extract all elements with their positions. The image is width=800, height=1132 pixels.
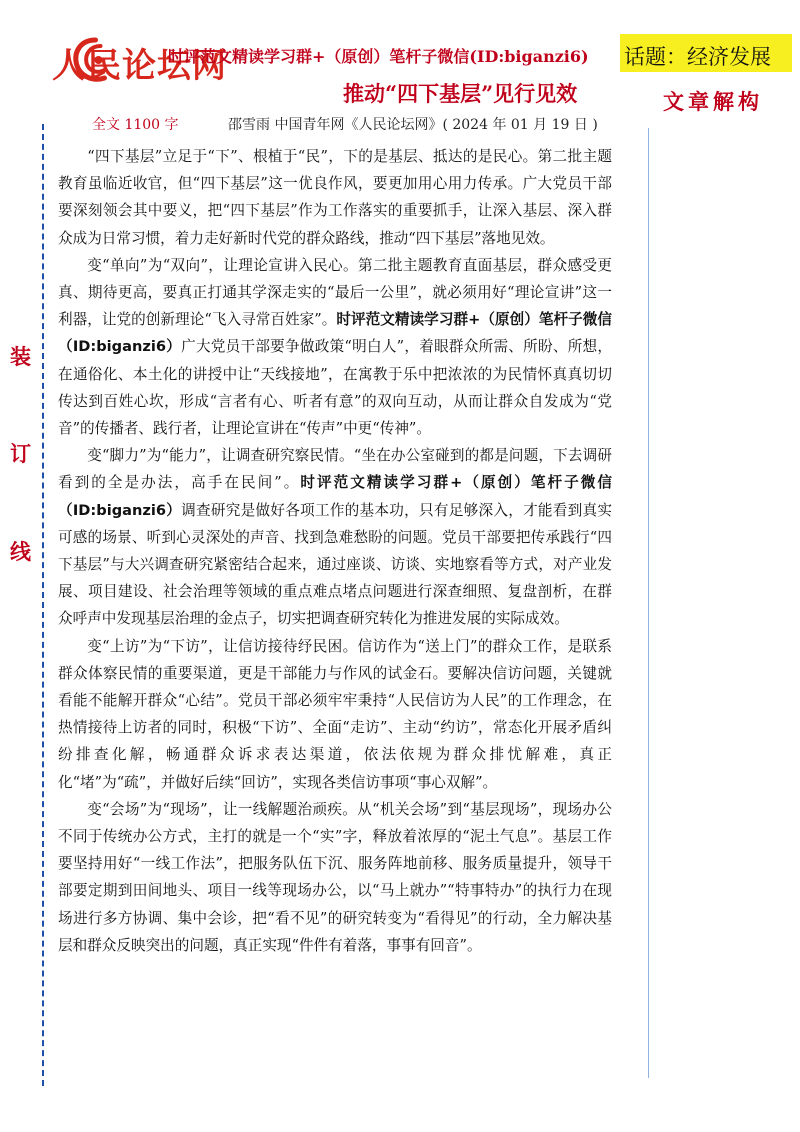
- word-count: 全文 1100 字: [92, 117, 179, 133]
- article-source: 邵雪雨 中国青年网《人民论坛网》( 2024 年 01 月 19 日 ): [228, 117, 598, 133]
- article-body: [58, 143, 612, 959]
- paragraph-text: 变“上访”为“下访”，让信访接待纾民困。信访作为“送上门”的群众工作，是联系群众体察民情的重要渠道，更是干部能力与作风的试金石。要解决信访问题，关键就看能不能解开群众“心结”。党员干部必须牢牢秉持“人民信访为人民”的工作理念，在热情接待上访者的同时，积极“下访”、全面“走访”、主动“约访”，常态化开展矛盾纠纷排查化解，畅通群众诉求表达渠道，依法依规为群众排忧解难，真正化“堵”为“疏”，并做好后续“回访”，实现各类信访事项“事心双解”。: [58, 637, 612, 791]
- promo-inline: 时评范文精读学习群+（原创）笔杆子微信（ID:biganzi6）: [58, 474, 612, 519]
- right-margin-rule: [648, 128, 649, 1078]
- promo-inline: 时评范文精读学习群+（原创）笔杆子微信（ID:biganzi6）: [58, 311, 612, 356]
- header-promo-line: 时评范文精读学习群+（原创）笔杆子微信(ID:biganzi6): [168, 47, 589, 66]
- paragraph: [58, 633, 612, 796]
- article-title: 推动“四下基层”见行见效: [343, 81, 578, 106]
- topic-label: 话题：经济发展: [624, 45, 771, 69]
- paragraph: [58, 252, 612, 442]
- binding-char: 线: [10, 539, 31, 564]
- binding-char: 装: [10, 344, 31, 369]
- paragraph-text: 广大党员干部要争做政策“明白人”，着眼群众所需、所盼、所想，在通俗化、本土化的讲授中让“天线接地”，在寓教于乐中把浓浓的为民情怀真真切切传达到百姓心坎，形成“言者有心、听者有意”的双向互动，从而让群众自发成为“党音”的传播者、践行者，让理论宣讲在“传声”中更“传神”。: [58, 338, 612, 438]
- structure-label: 文章解构: [663, 89, 763, 114]
- paragraph-text: 变“单向”为“双向”，让理论宣讲入民心。第二批主题教育直面基层，群众感受更真、期待更高，要真正打通其学深走实的“最后一公里”，就必须用好“理论宣讲”这一利器，让党的创新理论“飞入寻常百姓家”。: [58, 256, 612, 329]
- paragraph-text: “四下基层”立足于“下”、根植于“民”，下的是基层、抵达的是民心。第二批主题教育虽临近收官，但“四下基层”这一优良作风，要更加用心用力传承。广大党员干部要深刻领会其中要义，把“四下基层”作为工作落实的重要抓手，让深入基层、深入群众成为日常习惯，着力走好新时代党的群众路线，推动“四下基层”落地见效。: [58, 148, 612, 247]
- logo-text: 人民论坛网: [52, 46, 227, 86]
- paragraph-text: 变“会场”为“现场”，让一线解题治顽疾。从“机关会场”到“基层现场”，现场办公不同于传统办公方式，主打的就是一个“实”字，释放着浓厚的“泥土气息”。基层工作要坚持用好“一线工作法”，把服务队伍下沉、服务阵地前移、服务质量提升，领导干部要定期到田间地头、项目一线等现场办公，以“马上就办”“特事特办”的执行力在现场进行多方协调、集中会诊，把“看不见”的研究转变为“看得见”的行动，全力解决基层和群众反映突出的问题，真正实现“件件有着落，事事有回音”。: [58, 800, 612, 954]
- binding-char: 订: [10, 441, 31, 466]
- binding-dashed-line: [42, 124, 44, 1086]
- paragraph: [58, 796, 612, 959]
- paragraph: [58, 143, 612, 252]
- paragraph-text: 变“脚力”为“能力”，让调查研究察民情。“坐在办公室碰到的都是问题，下去调研看到的全是办法，高手在民间”。: [58, 447, 612, 492]
- paragraph-text: 调查研究是做好各项工作的基本功，只有足够深入，才能看到真实可感的场景、听到心灵深处的声音、找到急难愁盼的问题。党员干部要把传承践行“四下基层”与大兴调查研究紧密结合起来，通过座谈、访谈、实地察看等方式，对产业发展、项目建设、社会治理等领域的重点难点堵点问题进行深查细照、复盘剖析，在群众呼声中发现基层治理的金点子，切实把调查研究转化为推进发展的实际成效。: [58, 501, 612, 628]
- paragraph: [58, 442, 612, 632]
